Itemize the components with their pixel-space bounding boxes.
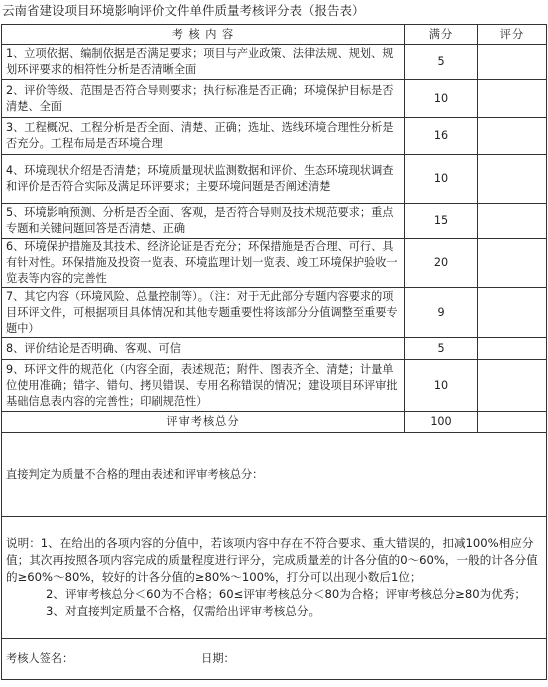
table-row — [2, 80, 547, 118]
criterion-text: 4、环境现状介绍是否清楚；环境质量现状监测数据和评价、生态环境现状调查和评价是否符合实际及满足环评要求；主要环境问题是否阐述清楚 — [2, 155, 405, 204]
criterion-text: 5、环境影响预测、分析是否全面、客观，是否符合导则及技术规范要求；重点专题和关键问题回答是否清楚、正确 — [2, 204, 405, 239]
score-entry-cell[interactable] — [478, 338, 547, 360]
header-score: 评分 — [478, 25, 547, 45]
score-entry-cell[interactable] — [478, 155, 547, 204]
signature-cell — [2, 639, 547, 680]
criterion-text: 8、评价结论是否明确、客观、可信 — [2, 338, 405, 360]
table-row — [2, 45, 547, 80]
note-2: 2、评审考核总分＜60为不合格；60≤评审考核总分＜80为合格；评审考核总分≥80为优秀； — [46, 587, 527, 601]
note-1: 说明：1、在给出的各项内容的分值中，若该项内容中存在不符合要求、重大错误的，扣减100%相应分值；其次再按照各项内容完成的质量程度进行评分，完成质量差的计各分值的0～60%，一般的计各分值的≥60%～80%，较好的计各分值的≥80%～100%，打分可以出现小数后1位； — [6, 536, 538, 584]
signature-row — [2, 639, 547, 680]
criterion-text: 7、其它内容（环境风险、总量控制等）。（注：对于无此部分专题内容要求的项目环评文件，可根据项目具体情况和其他专题重要性将该部分分值调整至重要专题中） — [2, 288, 405, 338]
reason-row — [2, 433, 547, 517]
header-full-score: 满分 — [405, 25, 478, 45]
full-score-value: 20 — [405, 239, 478, 288]
reason-cell[interactable] — [2, 433, 547, 517]
note-3: 3、对直接判定质量不合格，仅需给出评审考核总分。 — [46, 604, 321, 618]
score-entry-cell[interactable] — [478, 288, 547, 338]
score-entry-cell[interactable] — [478, 204, 547, 239]
total-label: 评审考核总分 — [2, 412, 405, 433]
header-row — [2, 25, 547, 45]
full-score-value: 10 — [405, 360, 478, 412]
score-entry-cell[interactable] — [478, 239, 547, 288]
reviewer-signature-label: 考核人签名： — [6, 652, 74, 665]
notes-cell — [2, 517, 547, 639]
full-score-value: 10 — [405, 155, 478, 204]
evaluation-table — [1, 24, 547, 680]
date-label: 日期： — [201, 652, 235, 665]
form-title: 云南省建设项目环境影响评价文件单件质量考核评分表（报告表） — [2, 3, 365, 18]
score-entry-cell[interactable] — [478, 80, 547, 118]
score-entry-cell[interactable] — [478, 45, 547, 80]
table-row — [2, 118, 547, 155]
full-score-value: 5 — [405, 338, 478, 360]
full-score-value: 9 — [405, 288, 478, 338]
table-row — [2, 288, 547, 338]
total-score-entry[interactable] — [478, 412, 547, 433]
full-score-value: 16 — [405, 118, 478, 155]
total-row — [2, 412, 547, 433]
criterion-text: 6、环境保护措施及其技术、经济论证是否充分；环保措施是否合理、可行、具有针对性。环保措施及投资一览表、环境监理计划一览表、竣工环境保护验收一览表等内容的完善性 — [2, 239, 405, 288]
criterion-text: 2、评价等级、范围是否符合导则要求；执行标准是否正确；环境保护目标是否清楚、全面 — [2, 80, 405, 118]
table-row — [2, 338, 547, 360]
table-row — [2, 239, 547, 288]
criterion-text: 1、立项依据、编制依据是否满足要求；项目与产业政策、法律法规、规划、规划环评要求的相符性分析是否清晰全面 — [2, 45, 405, 80]
notes-row — [2, 517, 547, 639]
table-row — [2, 360, 547, 412]
total-full-score: 100 — [405, 412, 478, 433]
table-row — [2, 155, 547, 204]
full-score-value: 5 — [405, 45, 478, 80]
full-score-value: 10 — [405, 80, 478, 118]
header-content: 考 核 内 容 — [2, 25, 405, 45]
table-row — [2, 204, 547, 239]
full-score-value: 15 — [405, 204, 478, 239]
score-entry-cell[interactable] — [478, 118, 547, 155]
reason-label: 直接判定为质量不合格的理由表述和评审考核总分： — [6, 467, 264, 481]
criterion-text: 9、环评文件的规范化（内容全面，表述规范；附件、图表齐全、清楚；计量单位使用准确；错字、错句、拷贝错误、专用名称错误的情况；建设项目环评审批基础信息表内容的完善性；印刷规范性） — [2, 360, 405, 412]
criterion-text: 3、工程概况、工程分析是否全面、清楚、正确；选址、选线环境合理性分析是否充分。工程布局是否环境合理 — [2, 118, 405, 155]
score-entry-cell[interactable] — [478, 360, 547, 412]
